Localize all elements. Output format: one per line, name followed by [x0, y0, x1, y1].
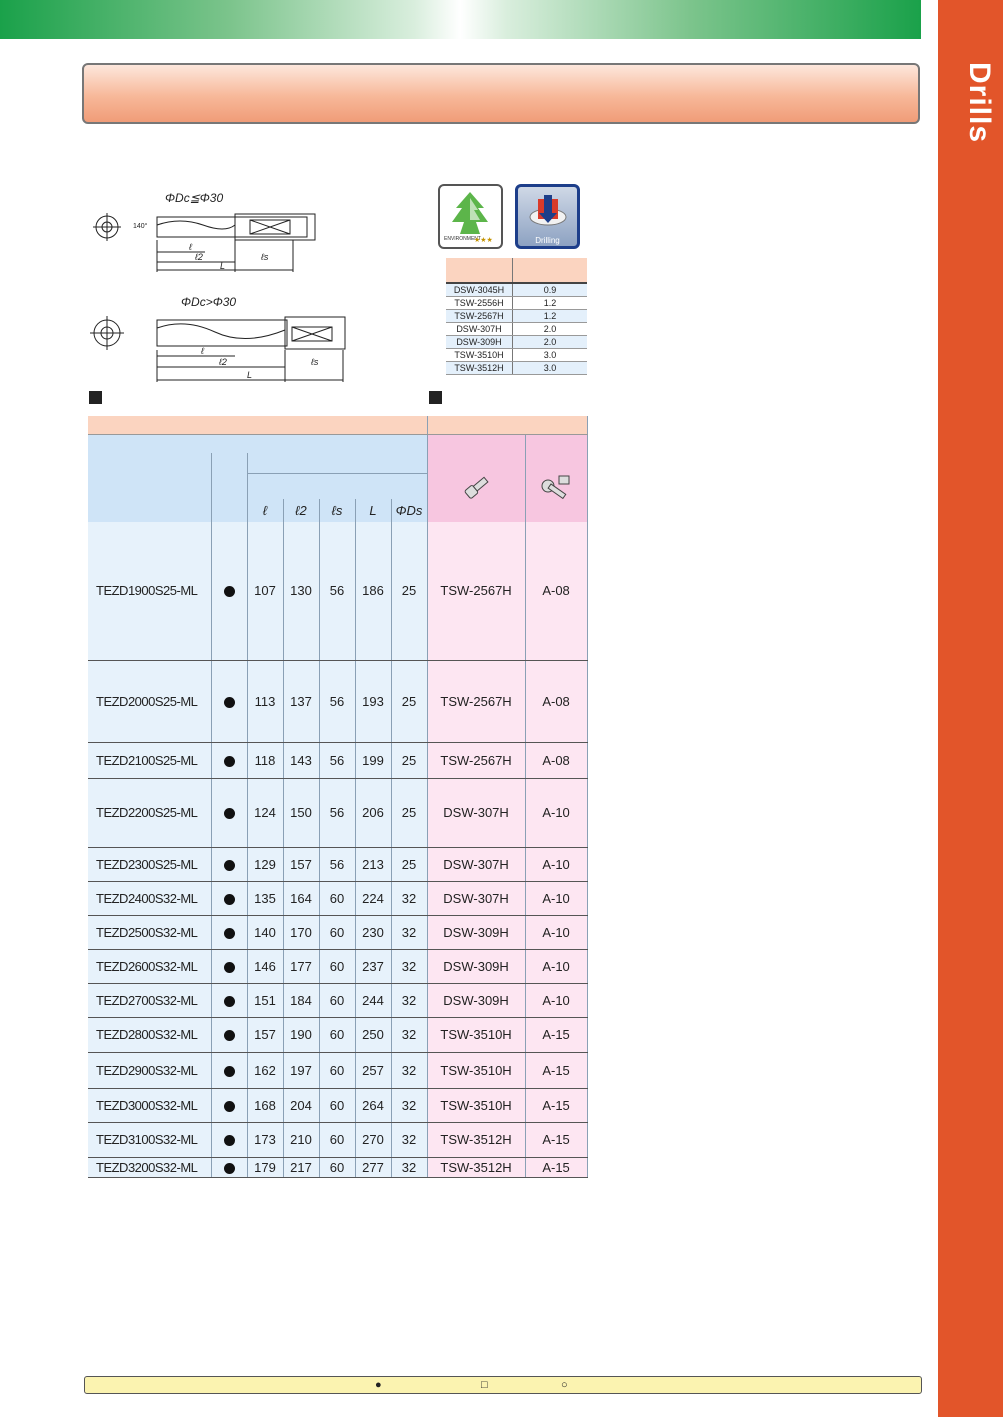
drilling-badge: [515, 184, 580, 249]
cell-wrench: A-08: [525, 522, 587, 660]
cell-ls: 60: [319, 1017, 355, 1052]
cell-wrench: A-10: [525, 881, 587, 915]
table-row: [88, 1157, 587, 1177]
col-header-l2: ℓ2: [283, 499, 319, 522]
stock-dot-icon: [224, 860, 235, 871]
sidebar-label: Drills: [963, 62, 996, 144]
cell-code: TEZD3000S32-ML: [88, 1088, 211, 1122]
table-row: TSW-3510H 3.0: [446, 349, 587, 362]
cell-code: TEZD2600S32-ML: [88, 949, 211, 983]
legend-bar: [84, 1376, 922, 1394]
stock-indicator: [211, 1088, 247, 1122]
stock-dot-icon: [224, 1030, 235, 1041]
cell-l2: 210: [283, 1122, 319, 1157]
stock-dot-icon: [224, 808, 235, 819]
stock-indicator: [211, 742, 247, 778]
dim-l2-upper: ℓ2: [195, 252, 203, 262]
cell-screw: DSW-307H: [427, 847, 525, 881]
dim-L-lower: L: [247, 370, 253, 380]
cell-ds: 25: [391, 778, 427, 847]
cell-ls: 60: [319, 949, 355, 983]
table-row: TSW-3512H 3.0: [446, 362, 587, 375]
cell-ds: 32: [391, 915, 427, 949]
cell-l2: 197: [283, 1052, 319, 1088]
cell-screw: DSW-309H: [427, 915, 525, 949]
cell-l: 168: [247, 1088, 283, 1122]
table-row: [88, 742, 587, 778]
dim-l-lower: ℓ: [201, 346, 204, 356]
table-row: [88, 983, 587, 1017]
stock-indicator: [211, 983, 247, 1017]
col-header-L: L: [355, 499, 391, 522]
stock-indicator: [211, 778, 247, 847]
cell-ls: 60: [319, 983, 355, 1017]
cell-screw: DSW-309H: [427, 983, 525, 1017]
dim-L-upper: L: [220, 261, 226, 271]
table-row: [88, 949, 587, 983]
cell-ls: 60: [319, 1157, 355, 1177]
cell-ds: 32: [391, 949, 427, 983]
stock-indicator: [211, 1122, 247, 1157]
cell-screw: DSW-309H: [427, 949, 525, 983]
dim-l-upper: ℓ: [189, 242, 192, 252]
table-row: [88, 915, 587, 949]
drilling-text: Drilling: [535, 236, 560, 245]
cell-l: 140: [247, 915, 283, 949]
cell-code: TEZD3100S32-ML: [88, 1122, 211, 1157]
cell-wrench: A-15: [525, 1017, 587, 1052]
dim-ls-lower: ℓs: [311, 357, 319, 367]
col-header-ls: ℓs: [319, 499, 355, 522]
cell-l2: 130: [283, 522, 319, 660]
col-header-l: ℓ: [247, 499, 283, 522]
sidebar-tab: [938, 0, 1003, 1417]
cell-ls: 56: [319, 522, 355, 660]
cell-ds: 32: [391, 983, 427, 1017]
upper-condition-label: ΦDc≦Φ30: [165, 191, 224, 205]
cell-ds: 32: [391, 1157, 427, 1177]
stock-indicator: [211, 660, 247, 742]
cell-L: 193: [355, 660, 391, 742]
cell-ls: 60: [319, 915, 355, 949]
cell-l: 173: [247, 1122, 283, 1157]
cell-screw: TSW-3510H: [427, 1052, 525, 1088]
cell-l2: 177: [283, 949, 319, 983]
table-row: TSW-2567H 1.2: [446, 310, 587, 323]
cell-L: 224: [355, 881, 391, 915]
cell-l2: 150: [283, 778, 319, 847]
cell-code: TEZD3200S32-ML: [88, 1157, 211, 1177]
cell-l: 107: [247, 522, 283, 660]
cell-code: TEZD2500S32-ML: [88, 915, 211, 949]
stock-dot-icon: [224, 1163, 235, 1174]
cell-l: 124: [247, 778, 283, 847]
cell-l2: 204: [283, 1088, 319, 1122]
cell-l: 157: [247, 1017, 283, 1052]
stock-indicator: [211, 522, 247, 660]
cell-ls: 56: [319, 778, 355, 847]
cell-ds: 32: [391, 881, 427, 915]
cell-ds: 25: [391, 522, 427, 660]
table-row: [88, 1052, 587, 1088]
cell-screw: TSW-2567H: [427, 742, 525, 778]
cell-ls: 56: [319, 660, 355, 742]
cell-screw: TSW-3510H: [427, 1017, 525, 1052]
stock-dot-icon: [224, 996, 235, 1007]
stock-dot-icon: [224, 962, 235, 973]
cell-l: 135: [247, 881, 283, 915]
stock-dot-icon: [224, 1066, 235, 1077]
cell-l: 151: [247, 983, 283, 1017]
dim-ls-upper: ℓs: [261, 252, 269, 262]
stock-dot-icon: [224, 1101, 235, 1112]
stock-dot-icon: [224, 1135, 235, 1146]
cell-wrench: A-10: [525, 778, 587, 847]
cell-L: 270: [355, 1122, 391, 1157]
cell-code: TEZD2800S32-ML: [88, 1017, 211, 1052]
stock-dot-icon: [224, 756, 235, 767]
section-marker: [89, 391, 102, 404]
cell-L: 230: [355, 915, 391, 949]
table-row: DSW-3045H 0.9: [446, 283, 587, 297]
table-row: [88, 1122, 587, 1157]
cell-l: 113: [247, 660, 283, 742]
cell-ls: 60: [319, 1088, 355, 1122]
cell-ds: 25: [391, 847, 427, 881]
cell-l: 129: [247, 847, 283, 881]
stock-dot-icon: [224, 894, 235, 905]
cell-ds: 32: [391, 1122, 427, 1157]
cell-wrench: A-10: [525, 847, 587, 881]
table-row: [88, 522, 587, 660]
table-row: TSW-2556H 1.2: [446, 297, 587, 310]
cell-ds: 25: [391, 742, 427, 778]
cell-wrench: A-15: [525, 1088, 587, 1122]
stock-indicator: [211, 1157, 247, 1177]
stock-dot-icon: [224, 586, 235, 597]
cell-L: 237: [355, 949, 391, 983]
table-row: [88, 660, 587, 742]
table-row: DSW-309H 2.0: [446, 336, 587, 349]
cell-l: 146: [247, 949, 283, 983]
stock-indicator: [211, 915, 247, 949]
cell-wrench: A-10: [525, 949, 587, 983]
cell-screw: TSW-3512H: [427, 1157, 525, 1177]
cell-ls: 60: [319, 1122, 355, 1157]
cell-l2: 217: [283, 1157, 319, 1177]
cell-ls: 60: [319, 1052, 355, 1088]
cell-l2: 184: [283, 983, 319, 1017]
cell-l: 179: [247, 1157, 283, 1177]
stock-indicator: [211, 949, 247, 983]
cell-code: TEZD2400S32-ML: [88, 881, 211, 915]
section-marker: [429, 391, 442, 404]
top-gradient-bar: [0, 0, 921, 39]
table-row: [88, 778, 587, 847]
table-row: [88, 1088, 587, 1122]
stock-indicator: [211, 1052, 247, 1088]
cell-L: 257: [355, 1052, 391, 1088]
cell-L: 186: [355, 522, 391, 660]
cell-code: TEZD1900S25-ML: [88, 522, 211, 660]
cell-L: 199: [355, 742, 391, 778]
screw-icon: [461, 474, 491, 502]
other-symbol: ○: [561, 1379, 568, 1391]
cell-l2: 137: [283, 660, 319, 742]
cell-l2: 157: [283, 847, 319, 881]
cell-code: TEZD2300S25-ML: [88, 847, 211, 881]
table-body: [88, 522, 587, 1177]
table-row: [88, 881, 587, 915]
table-row: [88, 1017, 587, 1052]
cell-code: TEZD2000S25-ML: [88, 660, 211, 742]
eco-text: ENVIRONMENT: [444, 236, 481, 242]
cell-ls: 56: [319, 847, 355, 881]
cell-screw: TSW-3512H: [427, 1122, 525, 1157]
stock-indicator: [211, 1017, 247, 1052]
cell-l2: 190: [283, 1017, 319, 1052]
col-header-ds: ΦDs: [391, 499, 427, 522]
cell-screw: TSW-2567H: [427, 522, 525, 660]
cell-ds: 25: [391, 660, 427, 742]
wrench-icon: [539, 473, 573, 503]
eco-stars: ★★★: [474, 237, 493, 244]
drill-dimension-diagram: [85, 180, 365, 390]
cell-L: 213: [355, 847, 391, 881]
lower-condition-label: ΦDc>Φ30: [181, 295, 237, 309]
table-row: [88, 847, 587, 881]
cell-code: TEZD2700S32-ML: [88, 983, 211, 1017]
stock-symbol: ●: [375, 1379, 382, 1391]
cell-L: 250: [355, 1017, 391, 1052]
cell-screw: TSW-2567H: [427, 660, 525, 742]
cell-screw: DSW-307H: [427, 881, 525, 915]
stock-indicator: [211, 847, 247, 881]
stock-dot-icon: [224, 928, 235, 939]
cell-L: 277: [355, 1157, 391, 1177]
cell-l: 162: [247, 1052, 283, 1088]
cell-l2: 164: [283, 881, 319, 915]
cell-wrench: A-08: [525, 742, 587, 778]
cell-wrench: A-10: [525, 983, 587, 1017]
cell-ds: 32: [391, 1017, 427, 1052]
cell-code: TEZD2100S25-ML: [88, 742, 211, 778]
screw-torque-table: [446, 258, 587, 375]
cell-L: 244: [355, 983, 391, 1017]
stock-dot-icon: [224, 697, 235, 708]
cell-wrench: A-10: [525, 915, 587, 949]
title-banner: [82, 63, 920, 124]
cell-ls: 60: [319, 881, 355, 915]
drilling-icon: [518, 187, 577, 237]
cell-code: TEZD2900S32-ML: [88, 1052, 211, 1088]
cell-wrench: A-15: [525, 1052, 587, 1088]
table-row: DSW-307H 2.0: [446, 323, 587, 336]
cell-screw: DSW-307H: [427, 778, 525, 847]
dim-l2-lower: ℓ2: [219, 357, 227, 367]
cell-ds: 32: [391, 1052, 427, 1088]
cell-wrench: A-15: [525, 1122, 587, 1157]
cell-l2: 143: [283, 742, 319, 778]
eco-badge: [438, 184, 503, 249]
cell-wrench: A-15: [525, 1157, 587, 1177]
cell-screw: TSW-3510H: [427, 1088, 525, 1122]
build-symbol: □: [481, 1379, 488, 1391]
stock-indicator: [211, 881, 247, 915]
cell-ls: 56: [319, 742, 355, 778]
cell-l2: 170: [283, 915, 319, 949]
cell-wrench: A-08: [525, 660, 587, 742]
cell-ds: 32: [391, 1088, 427, 1122]
cell-l: 118: [247, 742, 283, 778]
holder-spec-table: [88, 416, 588, 1178]
cell-L: 206: [355, 778, 391, 847]
cell-L: 264: [355, 1088, 391, 1122]
angle-label: 140°: [133, 223, 148, 230]
cell-code: TEZD2200S25-ML: [88, 778, 211, 847]
